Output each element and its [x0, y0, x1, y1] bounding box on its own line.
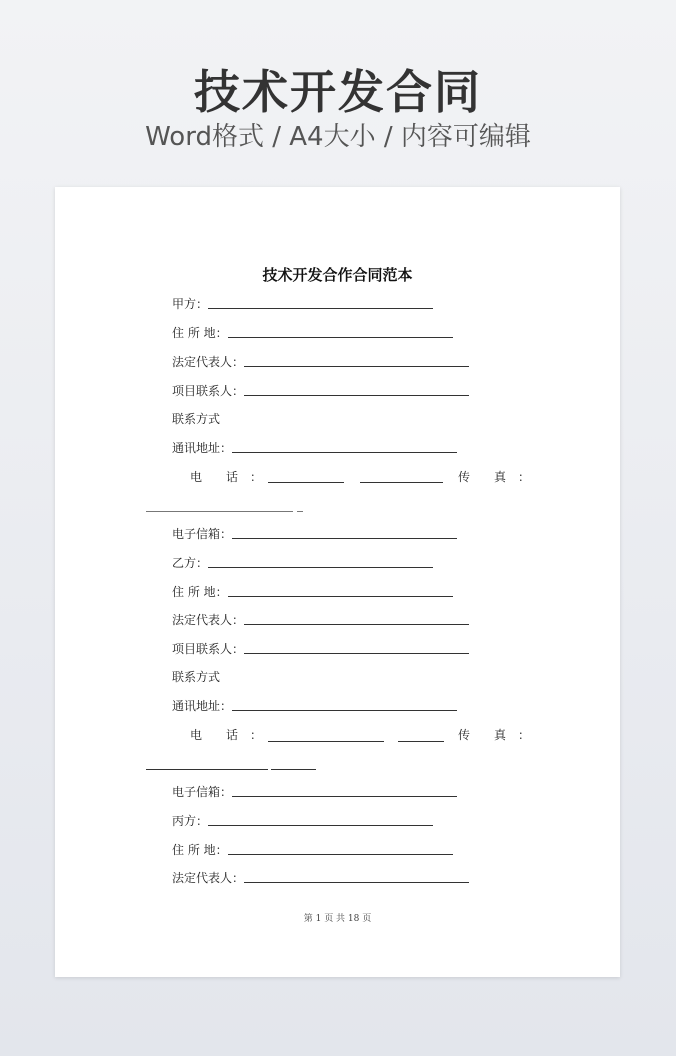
page-subtitle: Word格式 / A4大小 / 内容可编辑 — [145, 122, 531, 152]
party-c-name-row — [172, 811, 433, 831]
party-a-contact-method-label: 联系方式 — [172, 412, 221, 426]
party-c-name-field[interactable] — [208, 811, 433, 826]
party-a-mail-address-row — [172, 438, 457, 458]
party-a-phone-field-1[interactable] — [268, 482, 344, 483]
party-a-name-row — [172, 294, 433, 314]
party-b-mail-address-row — [172, 696, 457, 716]
party-c-address-label: 住 所 地： — [172, 843, 228, 857]
party-c-address-field[interactable] — [228, 840, 453, 855]
party-a-name-label: 甲方： — [172, 297, 209, 311]
party-b-mail-address-field[interactable] — [232, 696, 457, 711]
party-c-legal-rep-field[interactable] — [244, 868, 469, 883]
party-a-contact-row — [172, 381, 469, 401]
party-a-legal-rep-row — [172, 352, 469, 372]
party-b-phone-field-2[interactable] — [398, 741, 444, 742]
party-b-email-field[interactable] — [232, 782, 457, 797]
party-b-contact-method-label: 联系方式 — [172, 670, 221, 684]
party-a-phone-label: 电 话 ： — [190, 470, 263, 484]
party-b-address-label: 住 所 地： — [172, 585, 228, 599]
party-b-legal-rep-field[interactable] — [244, 610, 469, 625]
party-a-contact-method-row — [172, 409, 220, 429]
party-a-mail-address-label: 通讯地址： — [172, 441, 233, 455]
document-page — [55, 187, 620, 977]
party-b-phone-label: 电 话 ： — [190, 728, 263, 742]
party-a-name-field[interactable] — [208, 294, 433, 309]
party-b-phone-field-1[interactable] — [268, 741, 384, 742]
party-a-fax-label: 传 真 ： — [458, 470, 531, 484]
party-c-legal-rep-label: 法定代表人： — [172, 871, 245, 885]
party-b-mail-address-label: 通讯地址： — [172, 699, 233, 713]
party-b-contact-field[interactable] — [244, 639, 469, 654]
party-b-contact-label: 项目联系人： — [172, 642, 245, 656]
party-a-phone-fax-row — [55, 467, 620, 487]
party-b-address-field[interactable] — [228, 582, 453, 597]
party-a-contact-field[interactable] — [244, 381, 469, 396]
party-a-email-label: 电子信箱： — [172, 527, 233, 541]
page-number: 第 1 页 共 18 页 — [303, 914, 372, 924]
party-b-email-row — [172, 782, 457, 802]
party-a-legal-rep-field[interactable] — [244, 352, 469, 367]
party-b-email-label: 电子信箱： — [172, 785, 233, 799]
party-b-phone-fax-row — [55, 725, 620, 745]
party-a-fax-field[interactable] — [146, 511, 293, 512]
party-b-contact-row — [172, 639, 469, 659]
party-a-fax-field-tail — [297, 511, 303, 512]
party-c-address-row — [172, 840, 453, 860]
party-b-legal-rep-label: 法定代表人： — [172, 613, 245, 627]
party-a-address-row — [172, 323, 453, 343]
party-b-name-row — [172, 553, 433, 573]
page-title: 技术开发合同 — [194, 65, 482, 119]
party-a-address-label: 住 所 地： — [172, 326, 228, 340]
party-c-name-label: 丙方： — [172, 814, 209, 828]
party-b-fax-label: 传 真 ： — [458, 728, 531, 742]
party-b-name-field[interactable] — [208, 553, 433, 568]
party-b-fax-field-2[interactable] — [271, 769, 316, 770]
party-a-legal-rep-label: 法定代表人： — [172, 355, 245, 369]
party-a-address-field[interactable] — [228, 323, 453, 338]
document-title: 技术开发合作合同范本 — [262, 266, 413, 284]
party-a-mail-address-field[interactable] — [232, 438, 457, 453]
party-b-contact-method-row — [172, 667, 220, 687]
party-b-fax-field[interactable] — [146, 769, 268, 770]
party-b-legal-rep-row — [172, 610, 469, 630]
party-a-email-row — [172, 524, 457, 544]
party-c-legal-rep-row — [172, 868, 469, 888]
party-b-name-label: 乙方： — [172, 556, 209, 570]
party-a-email-field[interactable] — [232, 524, 457, 539]
party-a-phone-field-2[interactable] — [360, 482, 443, 483]
party-b-address-row — [172, 582, 453, 602]
party-a-contact-label: 项目联系人： — [172, 384, 245, 398]
